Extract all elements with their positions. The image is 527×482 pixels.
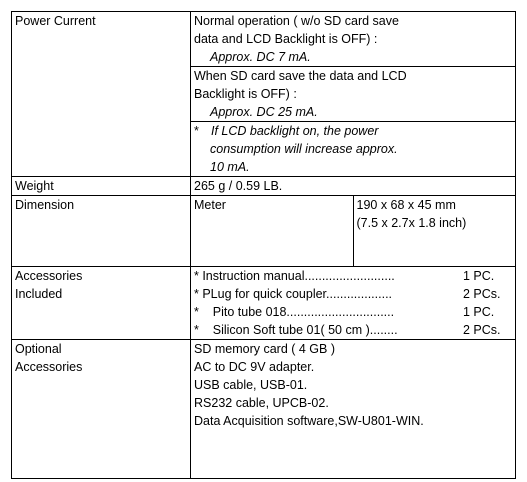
list-item: SD memory card ( 4 GB ) xyxy=(194,342,335,356)
power-normal-value: Approx. DC 7 mA. xyxy=(210,50,311,64)
dimension-value-cell xyxy=(353,196,516,267)
power-note-cell xyxy=(191,122,516,177)
power-sd-value: Approx. DC 25 mA. xyxy=(210,105,318,119)
spec-table xyxy=(11,11,516,479)
weight-label: Weight xyxy=(15,179,54,193)
row-weight xyxy=(12,177,516,196)
accessories-label2: Included xyxy=(15,287,63,301)
dimension-value2: (7.5 x 2.7x 1.8 inch) xyxy=(356,216,467,230)
accessory-text: * PLug for quick coupler................... xyxy=(194,287,393,301)
power-label: Power Current xyxy=(15,14,96,28)
list-item xyxy=(194,267,512,285)
power-label-cell xyxy=(12,12,191,177)
list-item: USB cable, USB-01. xyxy=(194,378,308,392)
list-item: AC to DC 9V adapter. xyxy=(194,360,315,374)
weight-value-cell xyxy=(191,177,516,196)
accessory-text: * Pito tube 018............................... xyxy=(194,305,395,319)
dimension-unit: Meter xyxy=(194,198,226,212)
optional-label2: Accessories xyxy=(15,360,83,374)
accessory-qty: 1 PC. xyxy=(463,305,495,319)
optional-label1: Optional xyxy=(15,342,62,356)
power-sd-cell xyxy=(191,67,516,122)
list-item: Data Acquisition software,SW-U801-WIN. xyxy=(194,414,424,428)
row-accessories xyxy=(12,267,516,340)
dimension-label-cell xyxy=(12,196,191,267)
power-normal-line1: Normal operation ( w/o SD card save xyxy=(194,14,399,28)
list-item: RS232 cable, UPCB-02. xyxy=(194,396,329,410)
row-power-normal xyxy=(12,12,516,67)
dimension-value1: 190 x 68 x 45 mm xyxy=(356,198,456,212)
power-sd-line2: Backlight is OFF) : xyxy=(194,87,297,101)
accessory-text: * Silicon Soft tube 01( 50 cm )........ xyxy=(194,323,398,337)
power-note-line2: consumption will increase approx. xyxy=(210,142,398,156)
dimension-label: Dimension xyxy=(15,198,75,212)
row-dimension xyxy=(12,196,516,267)
list-item xyxy=(194,303,512,321)
power-normal-line2: data and LCD Backlight is OFF) : xyxy=(194,32,378,46)
list-item xyxy=(194,285,512,303)
row-optional xyxy=(12,340,516,479)
weight-label-cell xyxy=(12,177,191,196)
power-sd-line1: When SD card save the data and LCD xyxy=(194,69,407,83)
accessory-qty: 2 PCs. xyxy=(463,287,501,301)
optional-list-cell xyxy=(191,340,516,479)
accessories-list-cell xyxy=(191,267,516,340)
dimension-unit-cell xyxy=(191,196,354,267)
power-note-line3: 10 mA. xyxy=(210,160,250,174)
optional-label-cell xyxy=(12,340,191,479)
accessory-text: * Instruction manual.......................... xyxy=(194,269,395,283)
power-normal-cell xyxy=(191,12,516,67)
list-item xyxy=(194,321,512,339)
accessory-qty: 1 PC. xyxy=(463,269,495,283)
accessories-label1: Accessories xyxy=(15,269,83,283)
power-note-line1: If LCD backlight on, the power xyxy=(211,124,379,138)
accessories-label-cell xyxy=(12,267,191,340)
weight-value: 265 g / 0.59 LB. xyxy=(194,179,283,193)
note-star: * xyxy=(194,124,199,138)
accessory-qty: 2 PCs. xyxy=(463,323,501,337)
